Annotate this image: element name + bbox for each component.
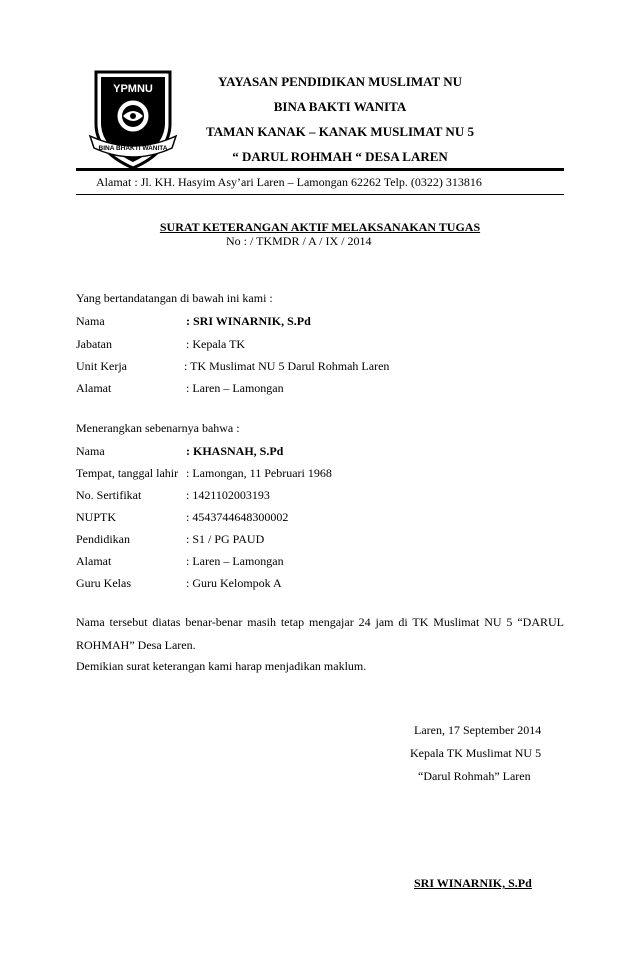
subject-birth-value: : Lamongan, 11 Pebruari 1968 <box>186 466 332 480</box>
signer-position-value: : Kepala TK <box>186 337 246 351</box>
signer-name-value: : SRI WINARNIK, S.Pd <box>186 314 311 328</box>
signature-name: SRI WINARNIK, S.Pd <box>414 876 532 890</box>
subject-certificate-label: No. Sertifikat <box>76 488 142 502</box>
header-rule-thick <box>76 168 564 171</box>
intro2-text: Menerangkan sebenarnya bahwa : <box>76 421 240 435</box>
subject-class-value: : Guru Kelompok A <box>186 576 282 590</box>
place-date: Laren, 17 September 2014 <box>414 723 542 737</box>
signer-position-label: Jabatan <box>76 337 112 351</box>
school-subname: “ DARUL ROHMAH “ DESA LAREN <box>232 149 448 164</box>
logo-ribbon-text: BINA BHAKTI WANITA <box>98 145 168 152</box>
subject-address-value: : Laren – Lamongan <box>186 554 284 568</box>
letter-title: SURAT KETERANGAN AKTIF MELAKSANAKAN TUGAS <box>159 220 481 234</box>
school-address: Alamat : Jl. KH. Hasyim Asy’ari Laren – Lamongan 62262 Telp. (0322) 313816 <box>96 175 482 189</box>
subject-certificate-value: : 1421102003193 <box>186 488 270 502</box>
foundation-subname: BINA BAKTI WANITA <box>273 99 407 114</box>
closing-text: Demikian surat keterangan kami harap menjadikan maklum. <box>76 659 367 673</box>
subject-name-value: : KHASNAH, S.Pd <box>186 444 284 458</box>
signer-title: Kepala TK Muslimat NU 5 <box>410 746 542 760</box>
school-name: TAMAN KANAK – KANAK MUSLIMAT NU 5 <box>206 124 474 139</box>
signer-school: “Darul Rohmah” Laren <box>418 769 531 783</box>
logo-top-text: YPMNU <box>113 83 153 95</box>
signer-unit-value: : TK Muslimat NU 5 Darul Rohmah Laren <box>184 359 390 373</box>
subject-address-label: Alamat <box>76 554 112 568</box>
signer-unit-label: Unit Kerja <box>76 359 127 373</box>
statement-paragraph: Nama tersebut diatas benar-benar masih tetap mengajar 24 jam di TK Muslimat NU 5 “DARUL ROHMAH” Desa Laren. <box>76 615 564 652</box>
subject-class-label: Guru Kelas <box>76 576 131 590</box>
subject-birth-label: Tempat, tanggal lahir <box>76 466 179 480</box>
signer-name-label: Nama <box>76 314 105 328</box>
intro-text: Yang bertandatangan di bawah ini kami : <box>76 291 273 305</box>
foundation-name: YAYASAN PENDIDIKAN MUSLIMAT NU <box>217 74 463 89</box>
subject-education-label: Pendidikan <box>76 532 130 546</box>
signer-address-label: Alamat <box>76 381 112 395</box>
subject-nuptk-value: : 4543744648300002 <box>186 510 289 524</box>
header-rule-thin <box>76 194 564 195</box>
letter-number: No : / TKMDR / A / IX / 2014 <box>226 234 372 248</box>
subject-nuptk-label: NUPTK <box>76 510 117 524</box>
subject-name-label: Nama <box>76 444 105 458</box>
signer-address-value: : Laren – Lamongan <box>186 381 284 395</box>
subject-education-value: : S1 / PG PAUD <box>186 532 265 546</box>
